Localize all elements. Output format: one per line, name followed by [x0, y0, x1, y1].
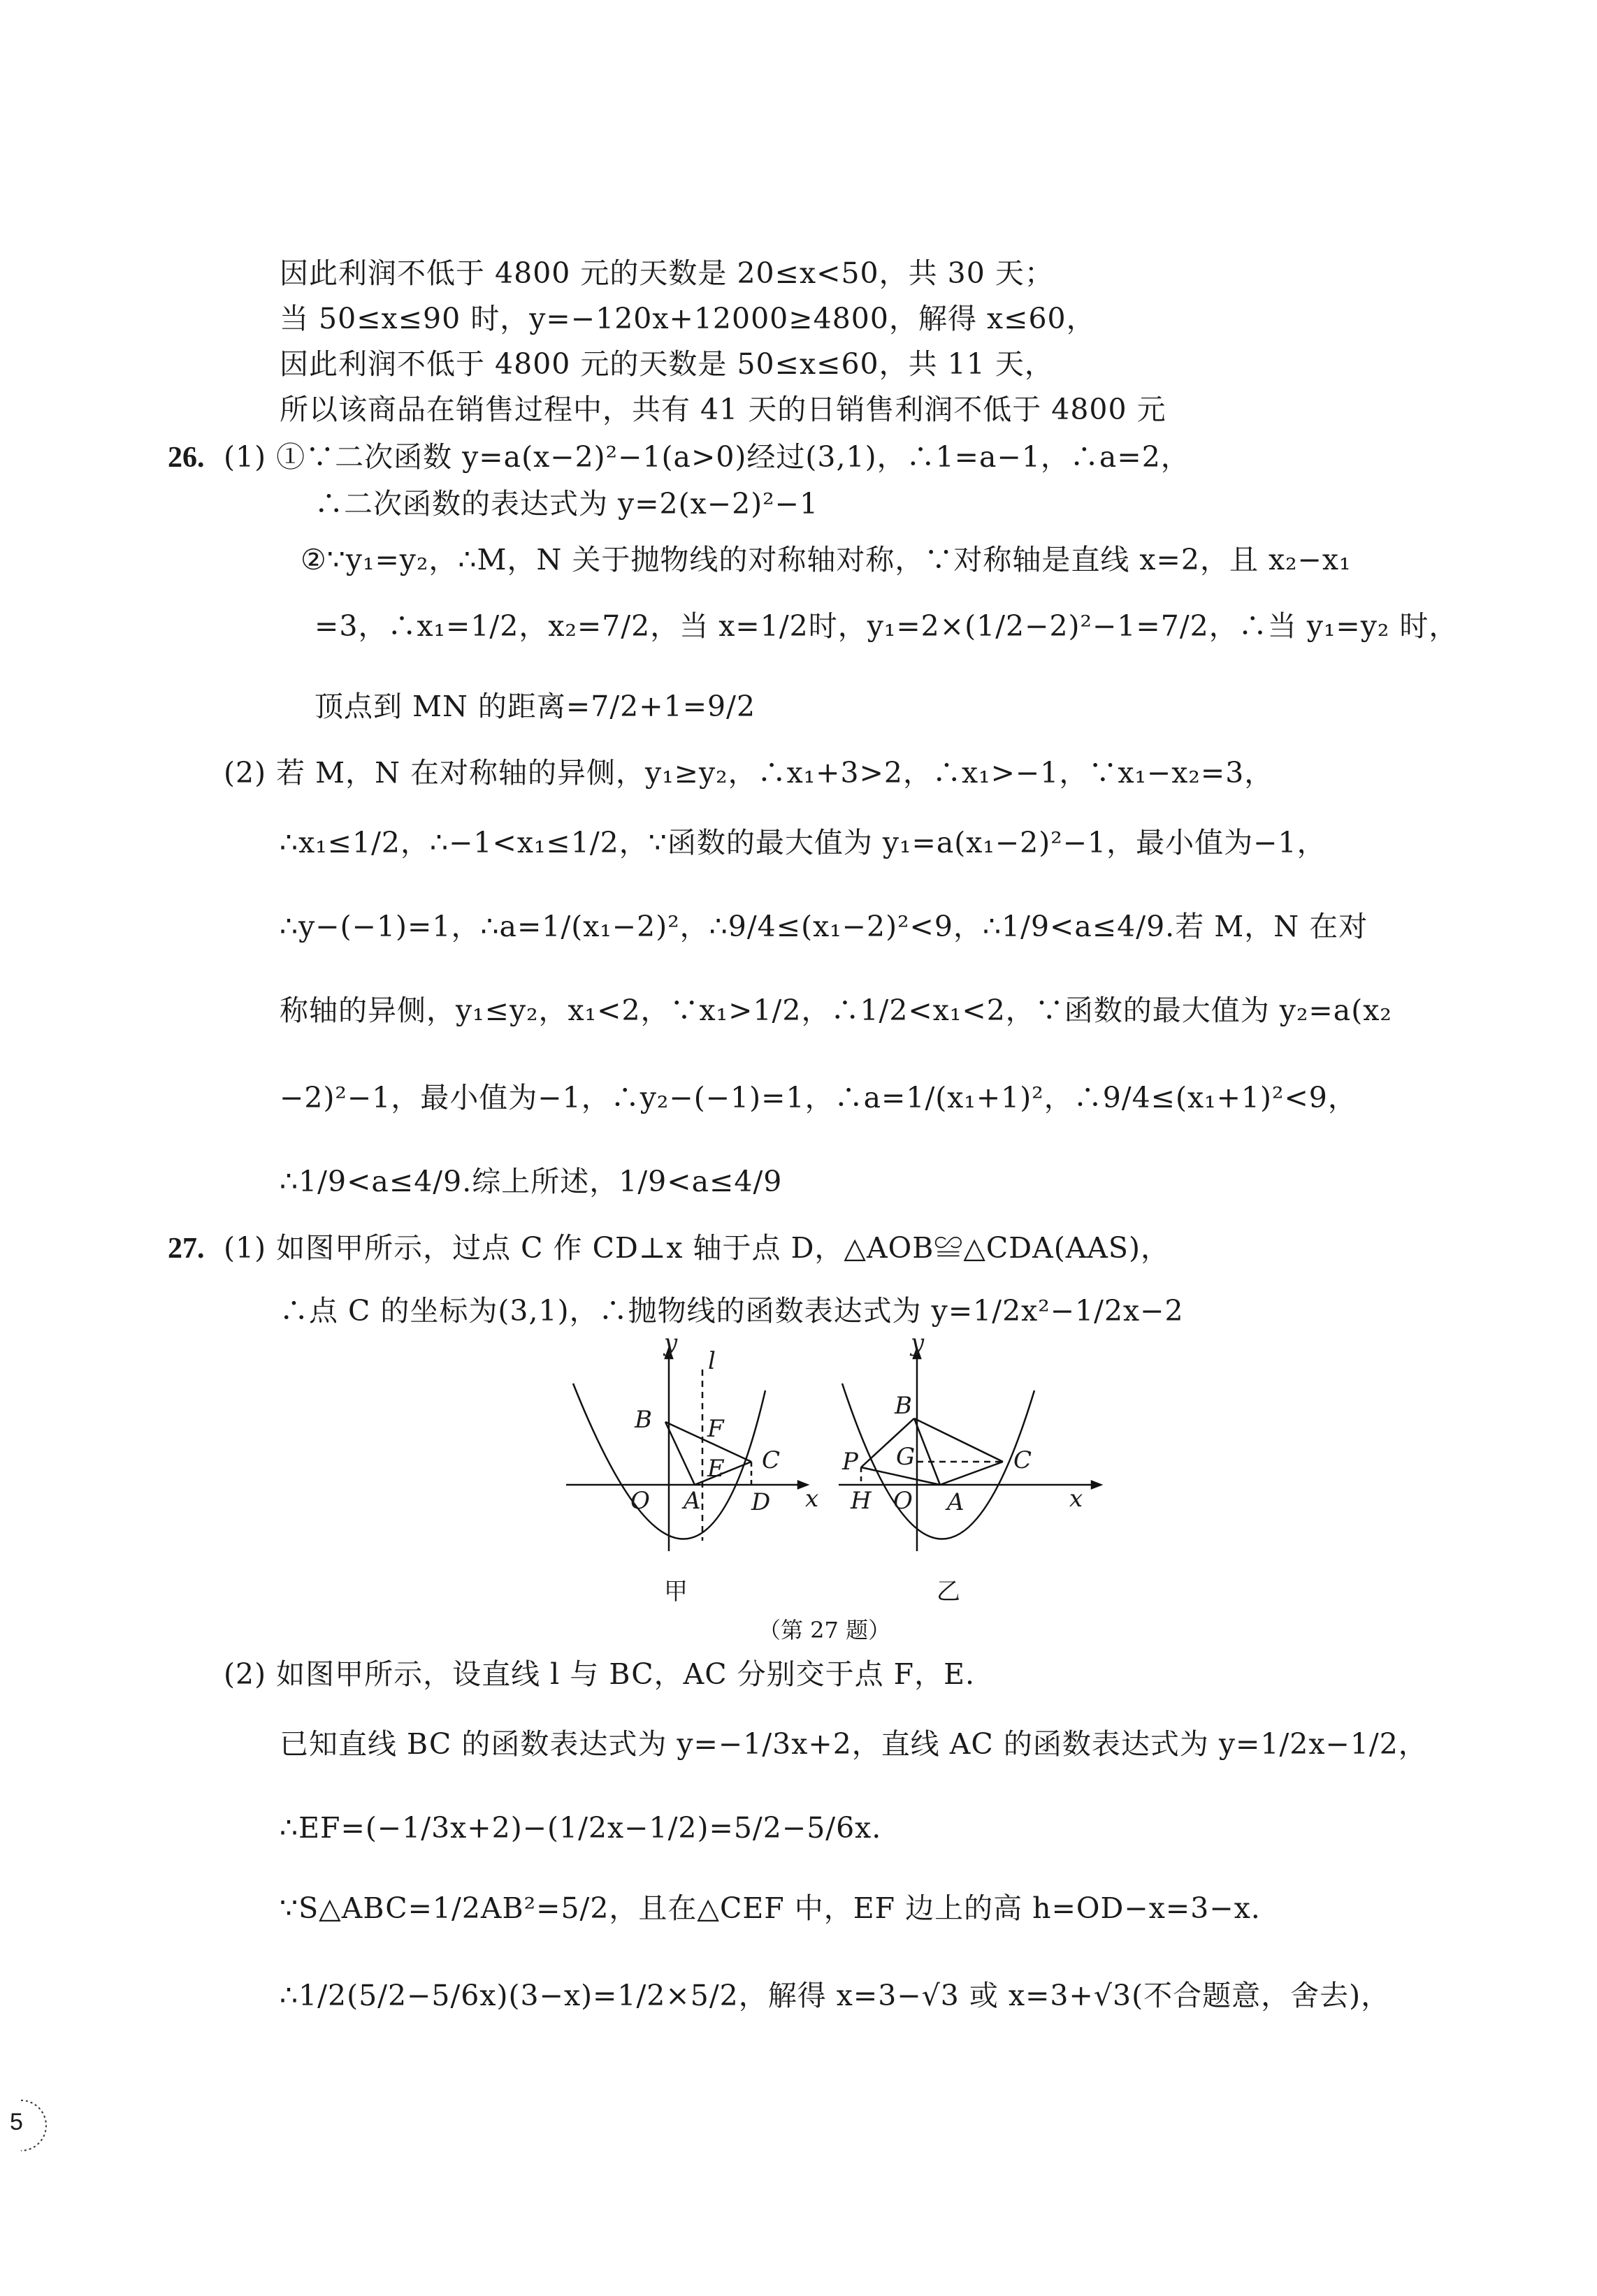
- figure-right-caption: 乙: [937, 1578, 960, 1606]
- text-line: ∴点 C 的坐标为(3,1)，∴抛物线的函数表达式为 y=1/2x²−1/2x−2: [280, 1294, 1184, 1328]
- right-x-arrow: [1092, 1481, 1101, 1488]
- text-line: ∴1/2(5/2−5/6x)(3−x)=1/2×5/2，解得 x=3−√3 或 x=3+√3(不合题意，舍去)，: [280, 1979, 1391, 2012]
- right-label-G: G: [896, 1443, 916, 1471]
- text-line: −2)²−1，最小值为−1，∴y₂−(−1)=1，∴a=1/(x₁+1)²，∴9/4≤(x₁+1)²<9，: [280, 1081, 1357, 1114]
- text-line: ∴二次函数的表达式为 y=2(x−2)²−1: [315, 487, 819, 521]
- figure-left-caption: 甲: [664, 1578, 688, 1606]
- left-label-O: O: [630, 1487, 650, 1515]
- text-line: 已知直线 BC 的函数表达式为 y=−1/3x+2，直线 AC 的函数表达式为 y=1/2x−1/2，: [280, 1727, 1428, 1761]
- figure-27: [559, 1329, 1104, 1614]
- text-line: 因此利润不低于 4800 元的天数是 50≤x≤60，共 11 天，: [280, 347, 1054, 381]
- problem-number-26: 26.: [168, 442, 205, 474]
- text-line: (2) 若 M，N 在对称轴的异侧，y₁≥y₂，∴x₁+3>2，∴x₁>−1，∵x₁−x₂=3，: [224, 756, 1274, 790]
- left-label-D: D: [751, 1488, 771, 1516]
- right-label-H: H: [851, 1487, 872, 1515]
- text-line: ②∵y₁=y₂，∴M，N 关于抛物线的对称轴对称，∵对称轴是直线 x=2，且 x₂−x₁: [301, 543, 1352, 576]
- text-line: (2) 如图甲所示，设直线 l 与 BC，AC 分别交于点 F，E.: [224, 1657, 976, 1691]
- right-label-C: C: [1013, 1446, 1032, 1474]
- page-number: 5: [10, 2109, 23, 2135]
- text-line: (1) ①∵二次函数 y=a(x−2)²−1(a>0)经过(3,1)，∴1=a−1，∴a=2，: [224, 440, 1190, 474]
- text-line: ∴1/9<a≤4/9.综上所述，1/9<a≤4/9: [280, 1165, 783, 1198]
- left-label-E: E: [707, 1455, 725, 1483]
- right-label-O: O: [893, 1487, 913, 1515]
- right-label-y: y: [911, 1329, 925, 1357]
- text-line: =3，∴x₁=1/2，x₂=7/2，当 x=1/2时，y₁=2×(1/2−2)²−1=7/2，∴当 y₁=y₂ 时，: [315, 609, 1459, 643]
- figure-caption: （第 27 题）: [758, 1617, 891, 1643]
- text-line: 称轴的异侧，y₁≤y₂，x₁<2，∵x₁>1/2，∴1/2<x₁<2，∵函数的最大值为 y₂=a(x₂: [280, 994, 1392, 1027]
- text-line: ∴x₁≤1/2，∴−1<x₁≤1/2，∵函数的最大值为 y₁=a(x₁−2)²−1，最小值为−1，: [280, 826, 1327, 859]
- right-label-A: A: [947, 1488, 964, 1516]
- page-number-circle: [0, 2098, 56, 2153]
- text-line: 当 50≤x≤90 时，y=−120x+12000≥4800，解得 x≤60，: [280, 302, 1096, 335]
- left-label-y: y: [664, 1329, 678, 1357]
- left-label-F: F: [707, 1415, 724, 1443]
- text-line: 因此利润不低于 4800 元的天数是 20≤x<50，共 30 天；: [280, 256, 1054, 290]
- right-label-P: P: [842, 1448, 858, 1476]
- left-label-C: C: [762, 1446, 781, 1474]
- text-line: 顶点到 MN 的距离=7/2+1=9/2: [315, 690, 756, 723]
- text-line: ∴y−(−1)=1，∴a=1/(x₁−2)²，∴9/4≤(x₁−2)²<9，∴1/9<a≤4/9.若 M，N 在对: [280, 910, 1368, 943]
- right-segment-BC: [914, 1418, 1003, 1462]
- right-segment-AC: [940, 1462, 1003, 1485]
- left-label-l: l: [708, 1347, 716, 1375]
- right-parabola: [842, 1383, 1034, 1539]
- text-line: ∵S△ABC=1/2AB²=5/2，且在△CEF 中，EF 边上的高 h=OD−x=3−x.: [280, 1891, 1261, 1925]
- left-segment-BA: [665, 1422, 695, 1485]
- text-line: 所以该商品在销售过程中，共有 41 天的日销售利润不低于 4800 元: [280, 393, 1166, 426]
- text-line: (1) 如图甲所示，过点 C 作 CD⊥x 轴于点 D，△AOB≌△CDA(AAS)，: [224, 1231, 1170, 1265]
- right-label-B: B: [895, 1392, 912, 1420]
- left-label-A: A: [684, 1487, 701, 1515]
- right-label-x: x: [1069, 1485, 1083, 1513]
- text-line: ∴EF=(−1/3x+2)−(1/2x−1/2)=5/2−5/6x.: [280, 1811, 882, 1845]
- left-label-x: x: [805, 1485, 819, 1513]
- left-label-B: B: [635, 1406, 652, 1434]
- problem-number-27: 27.: [168, 1233, 205, 1265]
